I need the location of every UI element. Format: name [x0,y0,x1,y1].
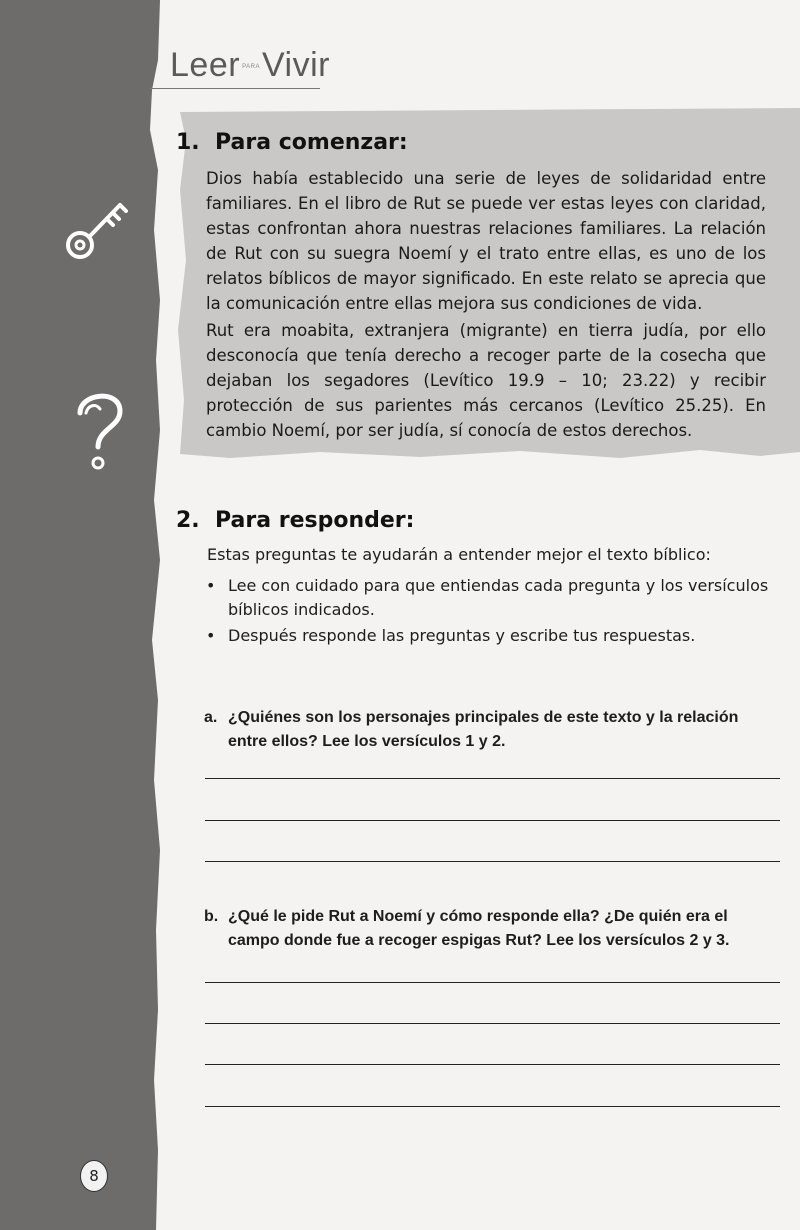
section-1-heading: 1. Para comenzar: [176,130,408,155]
answer-line[interactable] [205,778,780,779]
leer-para-vivir-logo: Leer PARAVivir [170,46,330,84]
bullet-item [206,574,788,622]
question-mark-icon [70,385,130,475]
answer-line[interactable] [205,1106,780,1107]
bullet-text: Lee con cuidado para que entiendas cada pregunta y los versículos bíblicos indicados. [228,576,769,619]
answer-line[interactable] [205,861,780,862]
bullet-text: Después responde las preguntas y escribe tus respuestas. [228,626,696,645]
logo-underline [150,88,320,89]
bullet-item [206,624,788,648]
question-b [204,905,776,953]
key-icon [62,195,134,265]
answer-line[interactable] [205,982,780,983]
bullet-dot: • [206,626,216,645]
section-1-paragraph-2: Rut era moabita, extranjera (migrante) en tierra judía, por ello desconocía que tenía derecho a recoger parte de la cosecha que dejaban los segadores (Levítico 19.9 – 10; 23.22) y recibir protección de sus parientes más cercanos (Levítico 25.25). En cambio Noemí, por ser judía, sí conocía de estos derechos. [206,321,766,440]
question-text: ¿Qué le pide Rut a Noemí y cómo responde ella? ¿De quién era el campo donde fue a recoger espigas Rut? Lee los versículos 2 y 3. [228,908,730,949]
answer-line[interactable] [205,820,780,821]
question-letter: a. [204,709,218,726]
section-1-paragraph-1: Dios había establecido una serie de leyes de solidaridad entre familiares. En el libro de Rut se puede ver estas leyes con claridad, estas confrontan ahora nuestras relaciones familiares. La relación de Rut con su suegra Noemí y el trato entre ellas, es uno de los relatos bíblicos de mayor significado. En este relato se aprecia que la comunicación entre ellas mejora sus condiciones de vida. [206,169,766,313]
page-number: 8 [80,1160,108,1192]
answer-line[interactable] [205,1023,780,1024]
question-text: ¿Quiénes son los personajes principales de este texto y la relación entre ellos? Lee los versículos 1 y 2. [228,709,739,750]
answer-line[interactable] [205,1064,780,1065]
question-a [204,706,776,754]
question-letter: b. [204,908,219,925]
section-2-heading: 2. Para responder: [176,508,415,533]
section-2-intro: Estas preguntas te ayudarán a entender mejor el texto bíblico: [207,545,711,564]
bullet-dot: • [206,576,216,595]
